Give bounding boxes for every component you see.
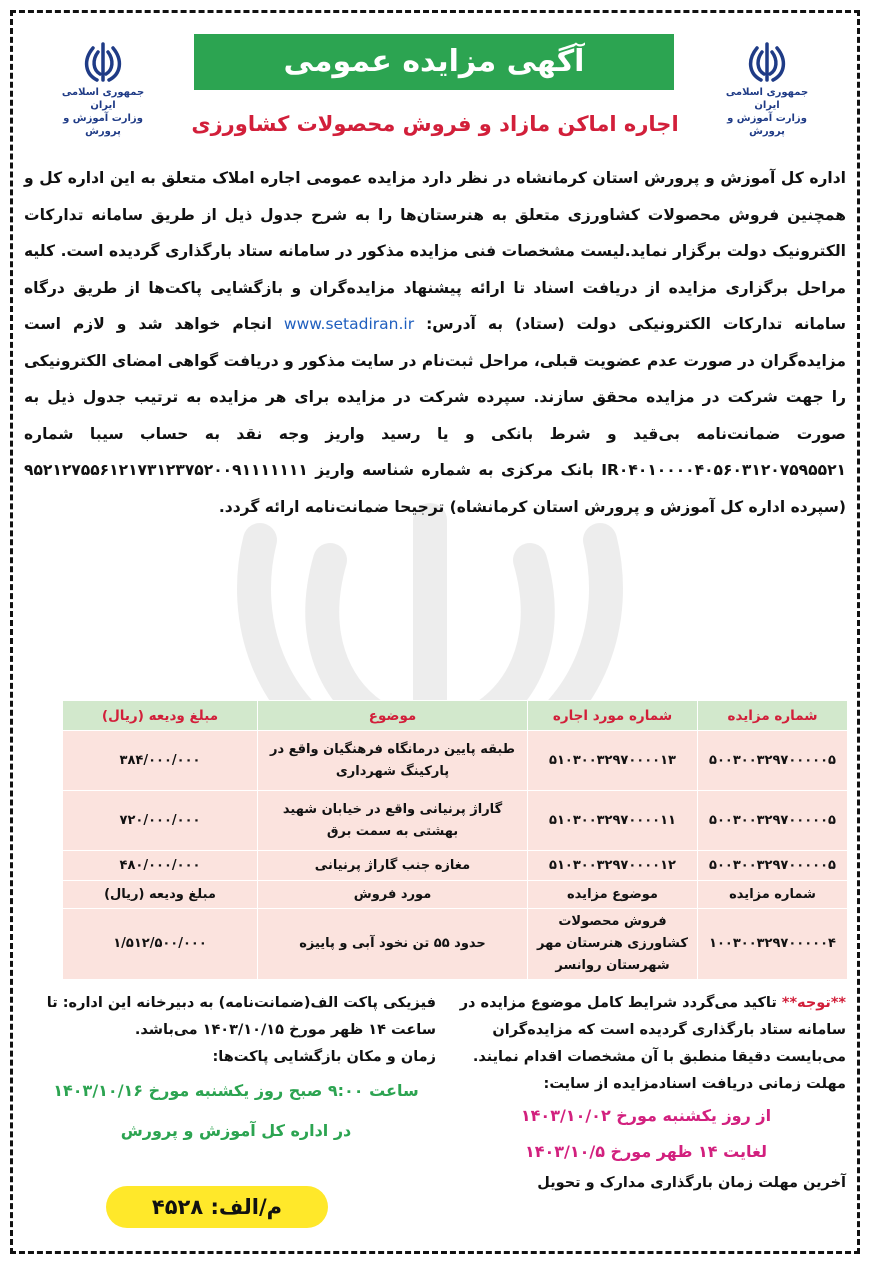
emblem-line-2: وزارت آموزش و پرورش [63, 113, 143, 137]
table-cell: ۵۱۰۳۰۰۳۲۹۷۰۰۰۰۱۱ [528, 791, 698, 851]
emblem-right [712, 38, 822, 138]
table-row [63, 909, 848, 980]
table-row [63, 851, 848, 881]
table-header-cell: مورد فروش [258, 881, 528, 909]
emblem-left [48, 38, 158, 138]
from-date: از روز یکشنبه مورخ ۱۴۰۳/۱۰/۰۲ [520, 1106, 772, 1125]
table-cell: گاراژ پرنیانی واقع در خیابان شهید بهشتی به سمت برق [258, 791, 528, 851]
announcement-body [24, 160, 846, 525]
table-cell: ۵۱۰۳۰۰۳۲۹۷۰۰۰۰۱۲ [528, 851, 698, 881]
table-header-cell: موضوع [258, 701, 528, 731]
emblem-line-2: وزارت آموزش و پرورش [727, 113, 807, 137]
table-header-cell: مبلغ ودیعه (ریال) [63, 881, 258, 909]
table-cell: ۵۰۰۳۰۰۳۲۹۷۰۰۰۰۰۵ [698, 791, 848, 851]
emblem-line-1: جمهوری اسلامی ایران [61, 87, 145, 111]
setadiran-link[interactable]: www.setadiran.ir [283, 315, 415, 333]
table-cell: ۳۸۴/۰۰۰/۰۰۰ [63, 731, 258, 791]
reference-code-badge: م/الف: ۴۵۲۸ [106, 1186, 328, 1228]
table-cell: طبقه پایین درمانگاه فرهنگیان واقع در پارکینگ شهرداری [258, 731, 528, 791]
opening-place: در اداره کل آموزش و پرورش [120, 1121, 352, 1140]
table-cell: فروش محصولات کشاورزی هنرستان مهر شهرستان روانسر [528, 909, 698, 980]
deadline-title: مهلت زمانی دریافت اسنادمزایده از سایت: [543, 1076, 846, 1092]
table-header-cell: موضوع مزایده [528, 881, 698, 909]
opening-time: ساعت ۹:۰۰ صبح روز یکشنبه مورخ ۱۴۰۳/۱۰/۱۶ [53, 1081, 419, 1100]
table-cell: ۵۰۰۳۰۰۳۲۹۷۰۰۰۰۰۵ [698, 851, 848, 881]
body-text-part-1: اداره کل آموزش و پرورش استان کرمانشاه در نظر دارد مزایده عمومی اجاره املاک متعلق به این اداره کل و همچنین فروش محصولات کشاورزی متعلق به هنرستان‌ها را به شرح جدول ذیل از طریق سامانه تدارکات الکترونیک دولت برگزار نماید.لیست مشخصات فنی مزایده مذکور در سامانه ستاد بارگذاری گردیده است. کلیه مراحل برگزاری مزایده از دریافت اسناد تا ارائه پیشنهاد مزایده‌گران و بازگشایی پاکت‌ها از طریق درگاه سامانه تدارکات الکترونیکی دولت (ستاد) به آدرس: [24, 169, 846, 333]
attention-text: تاکید می‌گردد شرایط کامل موضوع مزایده در سامانه ستاد بارگذاری گردیده است که مزایده‌گران می‌بایست دقیقا منطبق با آن مشخصات اقدام نمایند. [459, 995, 846, 1065]
table-header-cell: شماره مورد اجاره [528, 701, 698, 731]
table-row [63, 791, 848, 851]
table-cell: ۵۰۰۳۰۰۳۲۹۷۰۰۰۰۰۵ [698, 731, 848, 791]
table-cell: مغازه جنب گاراژ پرنیانی [258, 851, 528, 881]
iran-emblem-icon [743, 38, 791, 86]
table-header-cell: مبلغ ودیعه (ریال) [63, 701, 258, 731]
table-header-cell: شماره مزایده [698, 881, 848, 909]
table-cell: حدود ۵۵ تن نخود آبی و پاییزه [258, 909, 528, 980]
table-cell: ۵۱۰۳۰۰۳۲۹۷۰۰۰۰۱۳ [528, 731, 698, 791]
title-banner: آگهی مزایده عمومی [194, 34, 674, 90]
table-cell: ۱۰۰۳۰۰۳۲۹۷۰۰۰۰۰۴ [698, 909, 848, 980]
emblem-line-1: جمهوری اسلامی ایران [725, 87, 809, 111]
attention-label: **توجه** [781, 995, 846, 1011]
last-deadline: آخرین مهلت زمان بارگذاری مدارک و تحویل [537, 1175, 846, 1191]
table-row [63, 731, 848, 791]
auction-table [62, 700, 848, 980]
table-subheader-row [63, 881, 848, 909]
table-cell: ۱/۵۱۲/۵۰۰/۰۰۰ [63, 909, 258, 980]
delivery-text: فیزیکی پاکت الف(ضمانت‌نامه) به دبیرخانه این اداره: تا ساعت ۱۴ ظهر مورخ ۱۴۰۳/۱۰/۱۵ می‌باشد. [46, 995, 436, 1038]
notice-column [446, 990, 846, 1197]
page-subtitle: اجاره اماکن مازاد و فروش محصولات کشاورزی [191, 112, 679, 136]
opening-column [36, 990, 436, 1151]
table-header-row [63, 701, 848, 731]
opening-title: زمان و مکان بازگشایی پاکت‌ها: [212, 1049, 436, 1065]
table-header-cell: شماره مزایده [698, 701, 848, 731]
body-text-part-2: انجام خواهد شد و لازم است مزایده‌گران در صورت عدم عضویت قبلی، مراحل ثبت‌نام در سایت مذکور و دریافت گواهی امضای الکترونیکی را جهت شرکت در مزایده محقق سازند. سپرده شرکت در مزایده برای هر مزایده به ترتیب جدول ذیل به صورت ضمانت‌نامه بی‌قید و شرط بانکی و یا رسید واریز وجه نقد به حساب سیبا شماره IR۰۴۰۱۰۰۰۰۴۰۵۶۰۳۱۲۰۷۵۹۵۵۲۱ بانک مرکزی به شماره شناسه واریز ۹۵۲۱۲۷۵۵۶۱۲۱۷۳۱۲۳۷۵۲۰۰۹۱۱۱۱۱۱۱ (سپرده اداره کل آموزش و پرورش استان کرمانشاه) ترجیحا ضمانت‌نامه ارائه گردد. [24, 315, 846, 516]
table-cell: ۴۸۰/۰۰۰/۰۰۰ [63, 851, 258, 881]
iran-emblem-icon [79, 38, 127, 86]
to-date: لغایت ۱۴ ظهر مورخ ۱۴۰۳/۱۰/۵ [524, 1142, 768, 1161]
table-cell: ۷۲۰/۰۰۰/۰۰۰ [63, 791, 258, 851]
